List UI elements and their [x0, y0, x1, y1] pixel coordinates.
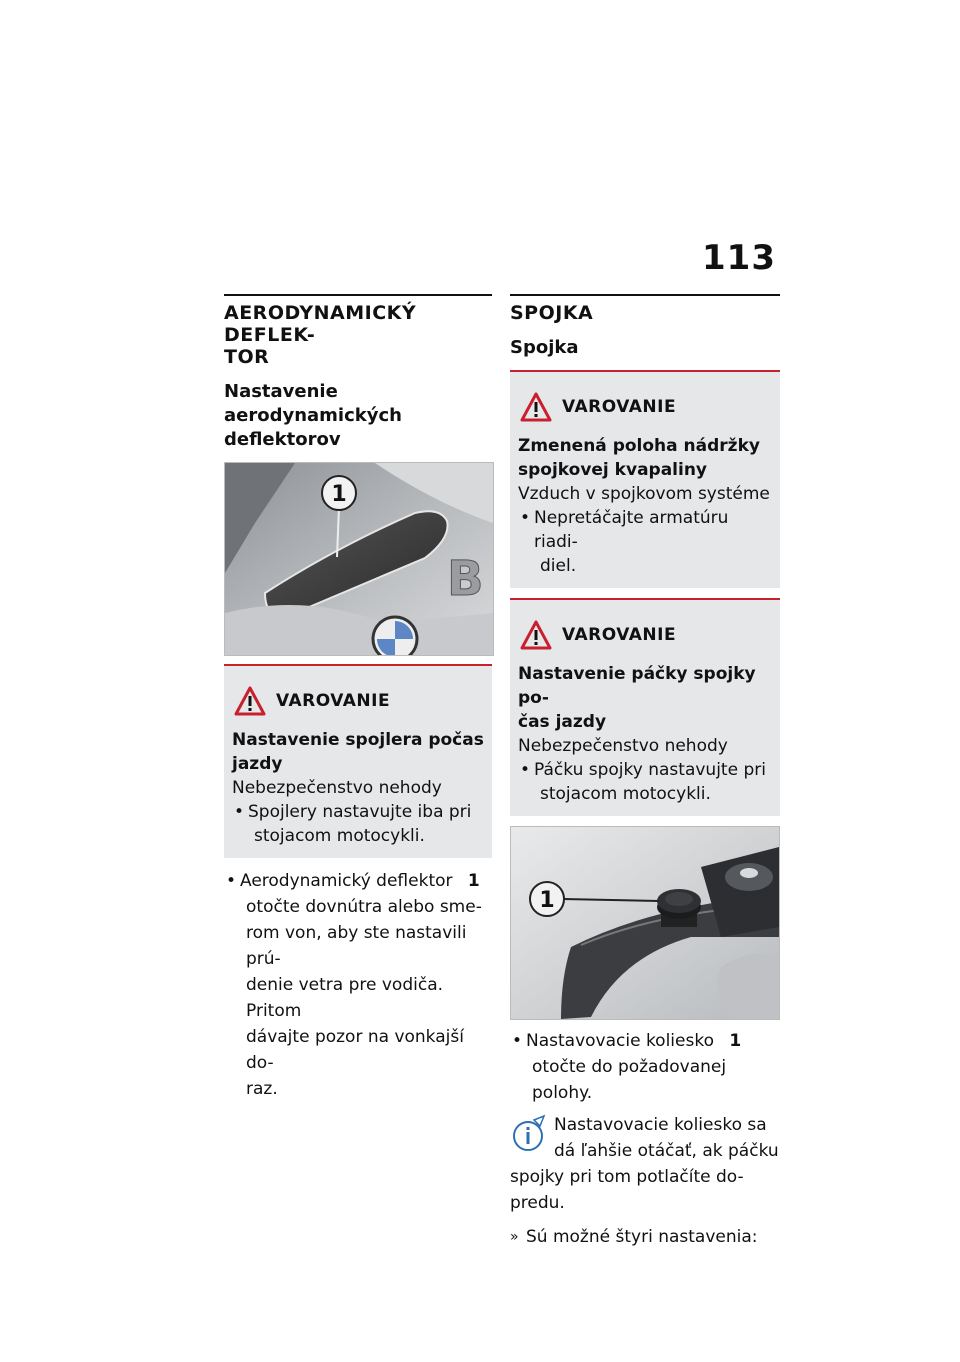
info-note-line: dá ľahšie otáčať, ak páčku	[554, 1141, 779, 1161]
instruction-line: otočte dovnútra alebo sme-	[246, 897, 482, 917]
info-note-line: predu.	[510, 1193, 565, 1213]
warning-bullet-line: stojacom motocykli.	[254, 826, 425, 846]
section-rule	[510, 294, 780, 296]
result-line: » Sú možné štyri nastavenia:	[510, 1224, 780, 1250]
instruction-ref: 1	[467, 871, 480, 891]
section-heading	[224, 302, 492, 368]
instruction-line: polohy.	[532, 1083, 593, 1103]
warning-title-line: Zmenená poloha nádržky	[518, 436, 760, 456]
warning-bullet-line: diel.	[540, 556, 577, 576]
clutch-lever-illustration	[511, 827, 779, 1019]
section-rule	[224, 294, 492, 296]
warning-title-line: jazdy	[232, 754, 283, 774]
warning-text: Vzduch v spojkovom systéme	[518, 484, 770, 504]
instruction-line: raz.	[246, 1079, 278, 1099]
left-column	[224, 294, 492, 1102]
warning-title	[518, 434, 772, 482]
section-heading: SPOJKA	[510, 302, 594, 324]
warning-label: VAROVANIE	[276, 691, 391, 711]
warning-box	[224, 664, 492, 858]
instruction-bullet	[510, 1028, 780, 1106]
instruction-line: dávajte pozor na vonkajší do-	[246, 1027, 464, 1073]
subsection-heading: Spojka	[510, 337, 579, 358]
warning-title-line: Nastavenie páčky spojky po-	[518, 664, 756, 708]
deflector-illustration	[225, 463, 493, 655]
page-number: 113	[702, 238, 776, 278]
warning-box	[510, 370, 780, 588]
warning-header	[520, 620, 772, 650]
warning-title	[518, 662, 772, 734]
warning-title-line: čas jazdy	[518, 712, 607, 732]
warning-bullet-line: Spojlery nastavujte iba pri	[248, 802, 472, 822]
figure-callout-label: 1	[331, 482, 347, 507]
warning-bullet	[518, 758, 772, 806]
info-pencil-icon	[510, 1114, 548, 1154]
warning-text: Nebezpečenstvo nehody	[232, 778, 442, 798]
instruction-line: Nastavovacie koliesko	[526, 1031, 714, 1051]
warning-bullet-line: Nepretáčajte armatúru riadi-	[534, 508, 729, 552]
instruction-line: denie vetra pre vodiča. Pritom	[246, 975, 444, 1021]
warning-title	[232, 728, 484, 776]
warning-header	[234, 686, 484, 716]
warning-bullet	[232, 800, 484, 848]
warning-label: VAROVANIE	[562, 397, 677, 417]
instruction-ref: 1	[729, 1031, 742, 1051]
instruction-bullet	[224, 868, 492, 1102]
figure-callout-label: 1	[539, 888, 555, 913]
instruction-line: rom von, aby ste nastavili prú-	[246, 923, 467, 969]
instruction-line: Aerodynamický deflektor	[240, 871, 453, 891]
subsection-heading-line: Nastavenie aerodynamických	[224, 381, 402, 426]
warning-bullet-line: stojacom motocykli.	[540, 784, 711, 804]
warning-triangle-icon	[520, 620, 552, 650]
info-note	[510, 1112, 780, 1216]
instruction-line: otočte do požadovanej	[532, 1057, 727, 1077]
svg-text:B: B	[447, 551, 484, 607]
warning-bullet-line: Páčku spojky nastavujte pri	[534, 760, 766, 780]
warning-title-line: Nastavenie spojlera počas	[232, 730, 484, 750]
warning-header	[520, 392, 772, 422]
subsection-heading-line: deflektorov	[224, 429, 341, 450]
deflector-figure	[224, 462, 494, 656]
warning-bullet	[518, 506, 772, 578]
section-heading-line: AERODYNAMICKÝ DEFLEK-	[224, 302, 417, 346]
warning-label: VAROVANIE	[562, 625, 677, 645]
section-heading-line: TOR	[224, 346, 270, 368]
right-column	[510, 294, 780, 1250]
warning-triangle-icon	[234, 686, 266, 716]
warning-title-line: spojkovej kvapaliny	[518, 460, 708, 480]
info-note-line: spojky pri tom potlačíte do-	[510, 1167, 744, 1187]
info-note-line: Nastavovacie koliesko sa	[554, 1115, 767, 1135]
subsection-heading	[224, 380, 492, 452]
warning-text: Nebezpečenstvo nehody	[518, 736, 728, 756]
warning-box	[510, 598, 780, 816]
warning-triangle-icon	[520, 392, 552, 422]
clutch-lever-figure	[510, 826, 780, 1020]
